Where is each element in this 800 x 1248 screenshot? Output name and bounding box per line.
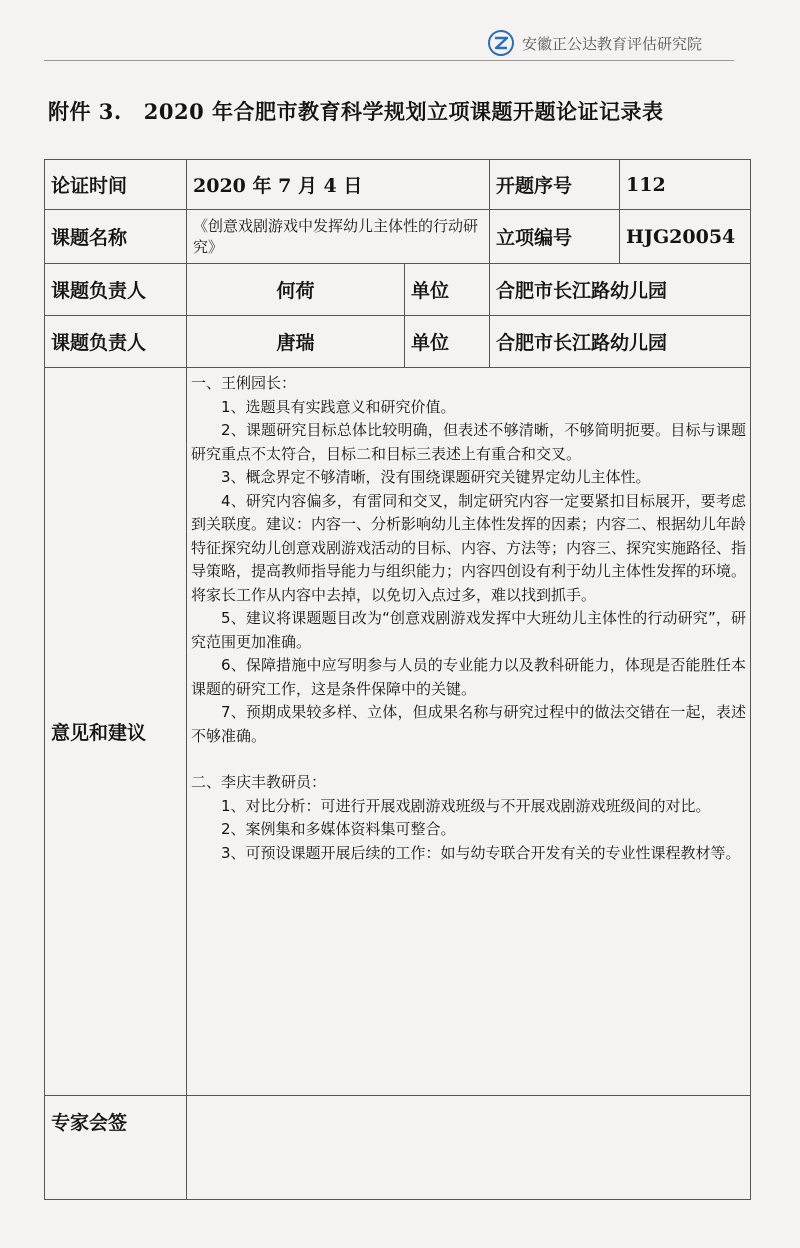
row-opinions xyxy=(45,368,751,1096)
row-signature xyxy=(45,1096,751,1200)
signature-area[interactable] xyxy=(187,1096,751,1200)
unit-label: 单位 xyxy=(405,316,490,368)
unit-label: 单位 xyxy=(405,264,490,316)
seq-label: 开题序号 xyxy=(490,160,620,210)
document-title xyxy=(48,96,664,126)
opinion-item: 1、选题具有实践意义和研究价值。 xyxy=(221,397,456,416)
sign-label: 专家会签 xyxy=(45,1096,187,1200)
org-name: 安徽正公达教育评估研究院 xyxy=(521,34,702,53)
time-label: 论证时间 xyxy=(45,160,187,210)
section-spacer xyxy=(191,748,746,771)
time-value: 2020 年 7 月 4 日 xyxy=(187,160,490,210)
title-text: 2020 年合肥市教育科学规划立项课题开题论证记录表 xyxy=(143,99,664,124)
opinion-item: 6、保障措施中应写明参与人员的专业能力以及教科研能力，体现是否能胜任本课题的研究工作，这是条件保障中的关键。 xyxy=(191,656,746,698)
record-form-table xyxy=(44,159,751,1200)
opinion-item: 5、建议将课题题目改为“创意戏剧游戏发挥中大班幼儿主体性的行动研究”，研究范围更加准确。 xyxy=(191,609,746,651)
opinion-body xyxy=(187,368,751,1096)
name-value: 《创意戏剧游戏中发挥幼儿主体性的行动研究》 xyxy=(187,210,490,264)
opinion-item: 3、可预设课题开展后续的工作：如与幼专联合开发有关的专业性课程教材等。 xyxy=(221,843,741,862)
row-leader-2 xyxy=(45,316,751,368)
leader-name: 何荷 xyxy=(187,264,405,316)
opinion-item: 3、概念界定不够清晰，没有围绕课题研究关键界定幼儿主体性。 xyxy=(221,468,651,486)
row-leader-1 xyxy=(45,264,751,316)
name-label: 课题名称 xyxy=(45,210,187,264)
zgd-logo-icon xyxy=(488,30,514,56)
row-time xyxy=(45,160,751,210)
seq-value: 112 xyxy=(620,160,751,210)
leader-name: 唐瑞 xyxy=(187,316,405,368)
opinion-section-head: 二、李庆丰教研员： xyxy=(191,773,327,791)
opinion-item: 2、课题研究目标总体比较明确，但表述不够清晰，不够简明扼要。目标与课题研究重点不太符合，目标二和目标三表述上有重合和交叉。 xyxy=(191,421,746,463)
unit-value: 合肥市长江路幼儿园 xyxy=(490,264,751,316)
row-name xyxy=(45,210,751,264)
opinion-item: 1、对比分析：可进行开展戏剧游戏班级与不开展戏剧游戏班级间的对比。 xyxy=(221,796,711,815)
opinion-item: 4、研究内容偏多，有雷同和交叉，制定研究内容一定要紧扣目标展开，要考虑到关联度。建议：内容一、分析影响幼儿主体性发挥的因素；内容二、根据幼儿年龄特征探究幼儿创意戏剧游戏活动的目标、内容、方法等；内容三、探究实施路径、指导策略，提高教师指导能力与组织能力；内容四创设有利于幼儿主体性发挥的环境。将家长工作从内容中去掉，以免切入点过多，难以找到抓手。 xyxy=(191,491,747,604)
leader-label: 课题负责人 xyxy=(45,264,187,316)
opinion-item: 2、案例集和多媒体资料集可整合。 xyxy=(221,820,456,838)
project-no-value: HJG20054 xyxy=(620,210,751,264)
unit-value: 合肥市长江路幼儿园 xyxy=(490,316,751,368)
header-divider xyxy=(44,60,734,61)
opinion-item: 7、预期成果较多样、立体，但成果名称与研究过程中的做法交错在一起，表述不够准确。 xyxy=(191,703,746,745)
attachment-label: 附件 3. xyxy=(48,99,122,124)
opinion-label: 意见和建议 xyxy=(45,368,187,1096)
leader-label: 课题负责人 xyxy=(45,316,187,368)
header-brand xyxy=(488,30,702,56)
project-no-label: 立项编号 xyxy=(490,210,620,264)
opinion-section-head: 一、王俐园长： xyxy=(191,374,297,392)
